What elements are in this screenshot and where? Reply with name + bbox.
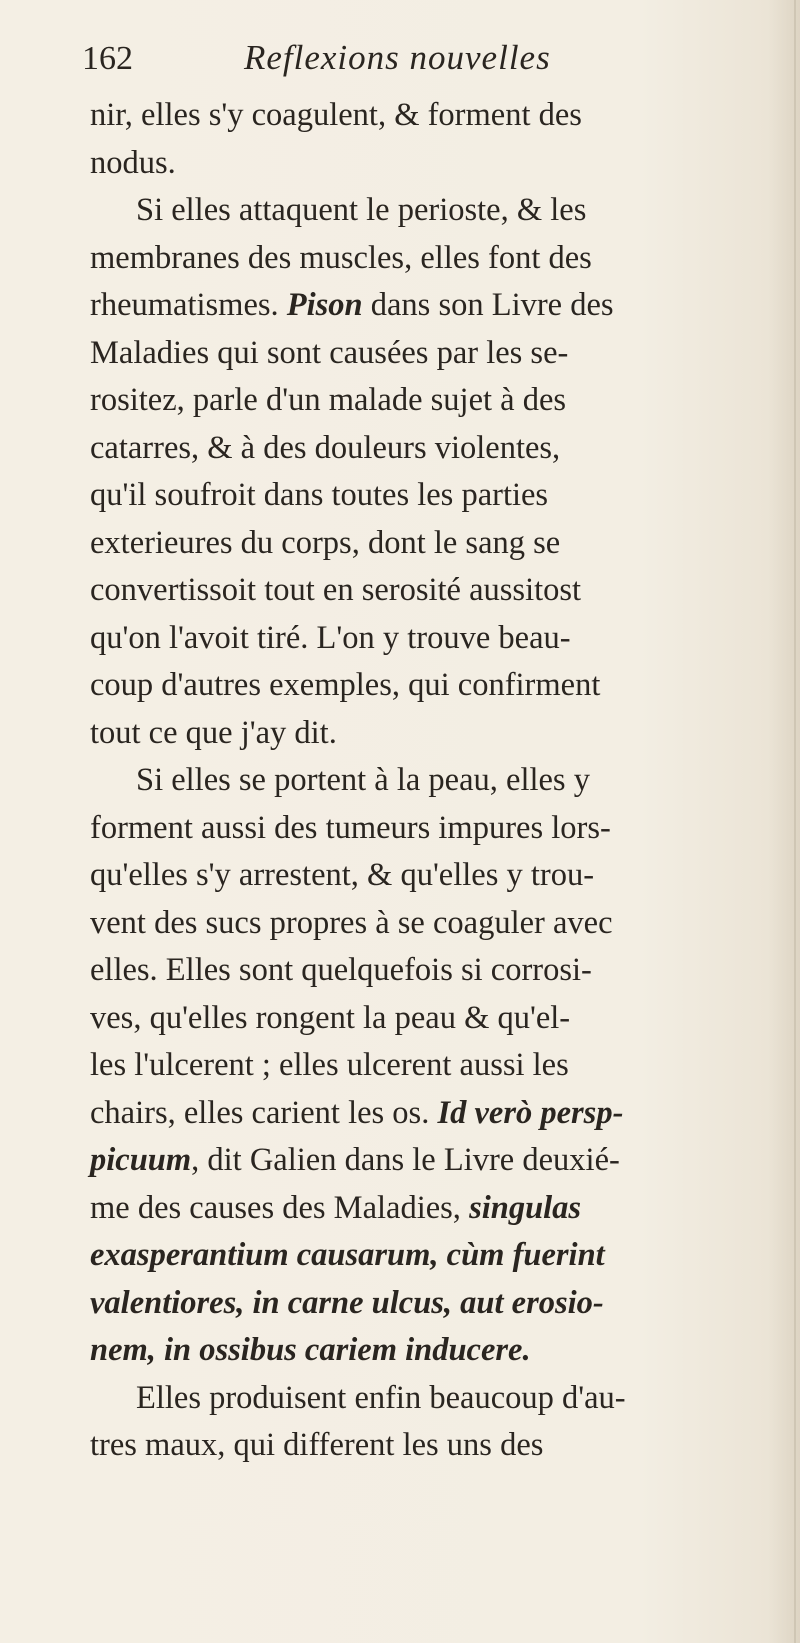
text-line: les l'ulcerent ; elles ulcerent aussi les	[90, 1047, 569, 1083]
latin-quote: singulas	[469, 1189, 582, 1226]
text-line: qu'elles s'y arrestent, & qu'elles y trou-	[90, 857, 595, 893]
text-line: vent des sucs propres à se coaguler avec	[90, 904, 613, 941]
page-header	[82, 38, 782, 88]
text-line: qu'on l'avoit tiré. L'on y trouve beau-	[90, 619, 571, 656]
text-line: rositez, parle d'un malade sujet à des	[90, 382, 567, 418]
text-line: nir, elles s'y coagulent, & forment des	[90, 97, 582, 133]
latin-quote-line: nem, in ossibus cariem inducere.	[90, 1332, 531, 1368]
text-line: tout ce que j'ay dit.	[90, 714, 337, 751]
page-edge	[794, 0, 796, 1643]
text-line: tres maux, qui different les uns des	[90, 1427, 544, 1463]
text-line: qu'il soufroit dans toutes les parties	[90, 477, 549, 513]
author-name-pison: Pison	[286, 287, 363, 323]
body-text	[90, 92, 790, 1470]
text-line: membranes des muscles, elles font des	[90, 239, 592, 276]
text-line: me des causes des Maladies, singulas	[90, 1189, 582, 1226]
text-line: coup d'autres exemples, qui confirment	[90, 667, 601, 703]
latin-quote: Id verò persp-	[437, 1094, 624, 1131]
latin-quote-line: valentiores, in carne ulcus, aut erosio-	[90, 1284, 604, 1321]
text-line: forment aussi des tumeurs impures lors-	[90, 809, 611, 846]
text-line: nodus.	[90, 144, 176, 181]
text-line: catarres, & à des douleurs violentes,	[90, 429, 561, 466]
page-number: 162	[82, 40, 133, 77]
text-line: convertissoit tout en serosité aussitost	[90, 572, 582, 608]
paragraph-start-line: Elles produisent enfin beaucoup d'au-	[136, 1379, 626, 1416]
text-line: rheumatismes. Pison dans son Livre des	[90, 287, 614, 323]
text-line: Maladies qui sont causées par les se-	[90, 334, 569, 371]
paragraph-start-line: Si elles attaquent le perioste, & les	[136, 192, 587, 228]
text-line: picuum, dit Galien dans le Livre deuxié-	[90, 1142, 620, 1178]
paragraph-start-line: Si elles se portent à la peau, elles y	[136, 762, 590, 798]
text-line: elles. Elles sont quelquefois si corrosi-	[90, 952, 592, 988]
running-title: Reflexions nouvelles	[244, 38, 551, 77]
text-line: chairs, elles carient les os. Id verò persp-	[90, 1094, 624, 1131]
text-line: exterieures du corps, dont le sang se	[90, 524, 561, 561]
latin-quote: picuum	[90, 1142, 192, 1178]
latin-quote-line: exasperantium causarum, cùm fuerint	[90, 1237, 605, 1273]
text-line: ves, qu'elles rongent la peau & qu'el-	[90, 999, 571, 1036]
